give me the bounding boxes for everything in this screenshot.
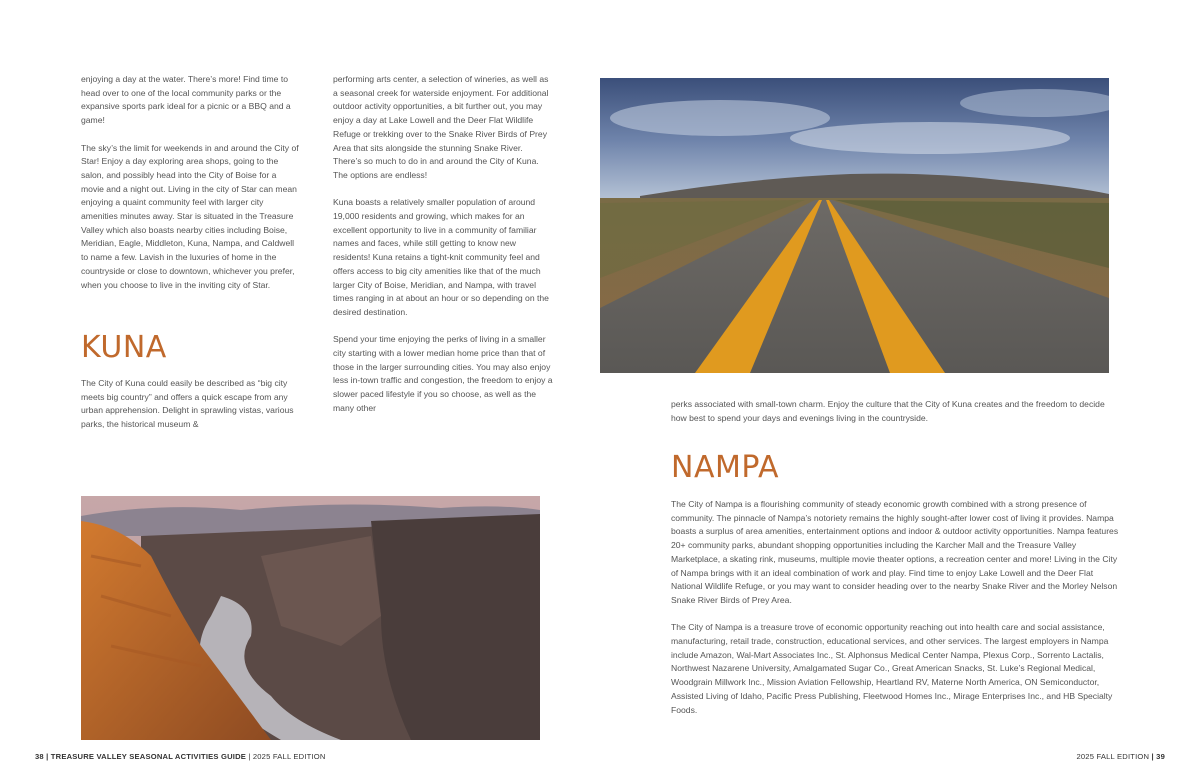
footer-left <box>35 752 326 761</box>
col2-paragraph-3: Spend your time enjoying the perks of living in a smaller city starting with a lower median home price than that of those in the larger surrounding cities. You may also enjoy less in-town traffic and congestion, the freedom to enjoy a slower paced lifestyle if you so choose, as well as the many other <box>333 334 553 413</box>
footer-right-page: | 39 <box>1151 752 1165 761</box>
footer-right-edition: 2025 FALL EDITION <box>1076 752 1152 761</box>
right-column-top <box>671 398 1121 439</box>
nampa-heading: NAMPA <box>671 450 780 485</box>
right-paragraph-2: The City of Nampa is a flourishing community of steady economic growth combined with a strong presence of community. The pinnacle of Nampa’s notoriety remains the highly sought-after lower cost of living it provides. Nampa boasts a surplus of area amenities, entertainment options and indoor & outdoor activity opportunities. Nampa features 20+ community parks, abundant shopping opportunities including the Karcher Mall and the Treasure Valley Marketplace, a skating rink, museums, multiple movie theater options, a recreation center and more! Living in the City of Nampa brings with it an ideal combination of work and play. Find time to enjoy Lake Lowell and the Deer Flat National Wildlife Refuge, or you may want to consider heading over to the nearby Snake River and the Morley Nelson Snake River Birds of Prey Area. <box>671 499 1119 605</box>
column-1-lower <box>81 377 299 446</box>
canyon-photo <box>81 496 540 740</box>
column-1 <box>81 73 299 306</box>
right-paragraph-1: perks associated with small-town charm. Enjoy the culture that the City of Kuna creates and the freedom to decide how best to spend your days and evenings living in the countryside. <box>671 399 1105 423</box>
road-photo-image <box>600 78 1109 373</box>
column-2 <box>333 73 553 429</box>
right-paragraph-3: The City of Nampa is a treasure trove of economic opportunity reaching out into health care and social assistance, manufacturing, retail trade, construction, educational services, and other services. The largest employers in Nampa include Amazon, Wal-Mart Associates Inc., St. Alphonsus Medical Center Nampa, Plexus Corp., Sorrento Lactalis, Northwest Nazarene University, Amalgamated Sugar Co., Great American Snacks, St. Luke’s Regional Medical, Woodgrain Millwork Inc., Mission Aviation Fellowship, Heartland RV, Materne North America, ON Semiconductor, Assisted Living of Idaho, Pacific Press Publishing, Fleetwood Homes Inc., Mirage Enterprises Inc., and HB Specialty Foods. <box>671 622 1113 715</box>
col1-paragraph-3: The City of Kuna could easily be described as “big city meets big country” and offers a quick escape from any urban apprehension. Delight in sprawling vistas, various parks, the historical museum & <box>81 378 294 430</box>
col2-paragraph-2: Kuna boasts a relatively smaller population of around 19,000 residents and growing, which makes for an excellent opportunity to live in a community of familiar names and faces, while still getting to know new residents! Kuna retains a tight-knit community feel and offers access to big city amenities like that of the much larger City of Boise, Meridian, and Nampa, with travel times ranging in at about an hour or so depending on the desired destination. <box>333 197 549 317</box>
col2-paragraph-1: performing arts center, a selection of wineries, as well as a seasonal creek for waterside enjoyment. For additional outdoor activity opportunities, a bit further out, you may enjoy a day at Lake Lowell and the Deer Flat Wildlife Refuge or trekking over to the Snake River Birds of Prey Area that sits alongside the stunning Snake River. There’s so much to do in and around the City of Kuna. The options are endless! <box>333 74 549 180</box>
right-column <box>671 498 1121 731</box>
footer-left-edition: | 2025 FALL EDITION <box>246 752 326 761</box>
footer-left-bold: 38 | TREASURE VALLEY SEASONAL ACTIVITIES GUIDE <box>35 752 247 761</box>
road-photo <box>600 78 1109 373</box>
canyon-photo-image <box>81 496 540 740</box>
footer-right <box>1076 752 1165 761</box>
col1-paragraph-1: enjoying a day at the water. There’s more! Find time to head over to one of the local community parks or the expansive sports park ideal for a picnic or a BBQ and a game! <box>81 74 291 126</box>
col1-paragraph-2: The sky’s the limit for weekends in and around the City of Star! Enjoy a day exploring area shops, going to the salon, and possibly head into the City of Boise for a movie and a night out. Living in the city of Star can mean enjoying a quaint community feel with larger city amenities minutes away. Star is situated in the Treasure Valley which also boasts nearby cities including Boise, Meridian, Eagle, Middleton, Kuna, Nampa, and Caldwell to name a few. Lavish in the luxuries of home in the countryside or close to downtown, whichever you prefer, when you choose to live in the inviting city of Star. <box>81 142 299 290</box>
kuna-heading: KUNA <box>81 330 167 365</box>
